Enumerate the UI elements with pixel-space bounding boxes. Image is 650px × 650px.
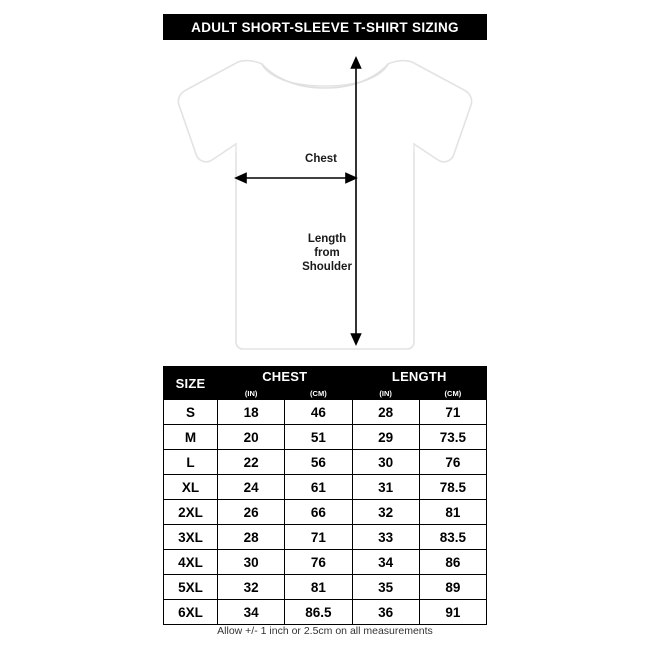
cell-chest-cm: 56 (285, 450, 352, 475)
cell-length-cm: 78.5 (419, 475, 486, 500)
table-row (164, 400, 487, 425)
cell-chest-cm: 86.5 (285, 600, 352, 625)
table-row (164, 475, 487, 500)
tshirt-diagram (0, 42, 650, 364)
length-label-line-1: Length (307, 233, 347, 245)
cell-chest-in: 20 (218, 425, 285, 450)
header-length-in: (IN) (352, 387, 419, 400)
cell-size: L (164, 450, 218, 475)
length-from-shoulder-label (285, 232, 369, 274)
cell-chest-in: 22 (218, 450, 285, 475)
cell-chest-cm: 51 (285, 425, 352, 450)
cell-length-cm: 91 (419, 600, 486, 625)
cell-size: 4XL (164, 550, 218, 575)
size-table-body (164, 400, 487, 625)
cell-chest-cm: 71 (285, 525, 352, 550)
cell-chest-in: 26 (218, 500, 285, 525)
page-title-bar (163, 14, 487, 40)
cell-size: 5XL (164, 575, 218, 600)
cell-length-cm: 86 (419, 550, 486, 575)
cell-chest-cm: 46 (285, 400, 352, 425)
cell-chest-in: 32 (218, 575, 285, 600)
header-length-cm: (CM) (419, 387, 486, 400)
cell-length-in: 31 (352, 475, 419, 500)
cell-length-cm: 89 (419, 575, 486, 600)
table-row (164, 575, 487, 600)
length-label-line-3: Shoulder (302, 261, 352, 274)
cell-chest-cm: 66 (285, 500, 352, 525)
page-title: ADULT SHORT-SLEEVE T-SHIRT SIZING (191, 19, 459, 35)
tshirt-icon (0, 42, 650, 364)
cell-length-in: 35 (352, 575, 419, 600)
cell-chest-in: 30 (218, 550, 285, 575)
table-row (164, 425, 487, 450)
cell-chest-in: 24 (218, 475, 285, 500)
cell-length-in: 30 (352, 450, 419, 475)
cell-size: 3XL (164, 525, 218, 550)
cell-size: S (164, 400, 218, 425)
cell-length-in: 28 (352, 400, 419, 425)
table-row (164, 600, 487, 625)
header-length: LENGTH (352, 367, 487, 387)
cell-size: 2XL (164, 500, 218, 525)
cell-length-cm: 83.5 (419, 525, 486, 550)
size-table (163, 366, 487, 625)
table-row (164, 450, 487, 475)
length-label-line-2: from (314, 247, 340, 260)
table-row (164, 550, 487, 575)
header-chest: CHEST (218, 367, 353, 387)
cell-length-in: 29 (352, 425, 419, 450)
header-chest-in: (IN) (218, 387, 285, 400)
cell-length-cm: 81 (419, 500, 486, 525)
cell-chest-in: 34 (218, 600, 285, 625)
cell-length-in: 34 (352, 550, 419, 575)
table-row (164, 525, 487, 550)
cell-size: M (164, 425, 218, 450)
cell-chest-cm: 61 (285, 475, 352, 500)
table-row (164, 500, 487, 525)
cell-length-in: 32 (352, 500, 419, 525)
header-chest-cm: (CM) (285, 387, 352, 400)
tshirt-body-shape (178, 61, 471, 349)
cell-chest-cm: 81 (285, 575, 352, 600)
cell-chest-cm: 76 (285, 550, 352, 575)
cell-length-cm: 71 (419, 400, 486, 425)
measurement-tolerance-note: Allow +/- 1 inch or 2.5cm on all measurements (217, 625, 433, 637)
cell-chest-in: 28 (218, 525, 285, 550)
cell-length-in: 36 (352, 600, 419, 625)
cell-length-cm: 73.5 (419, 425, 486, 450)
cell-length-in: 33 (352, 525, 419, 550)
cell-size: XL (164, 475, 218, 500)
cell-size: 6XL (164, 600, 218, 625)
header-size: SIZE (164, 367, 218, 400)
size-table-head (164, 367, 487, 400)
chest-label: Chest (305, 153, 337, 165)
table-header-row-main (164, 367, 487, 387)
cell-length-cm: 76 (419, 450, 486, 475)
cell-chest-in: 18 (218, 400, 285, 425)
